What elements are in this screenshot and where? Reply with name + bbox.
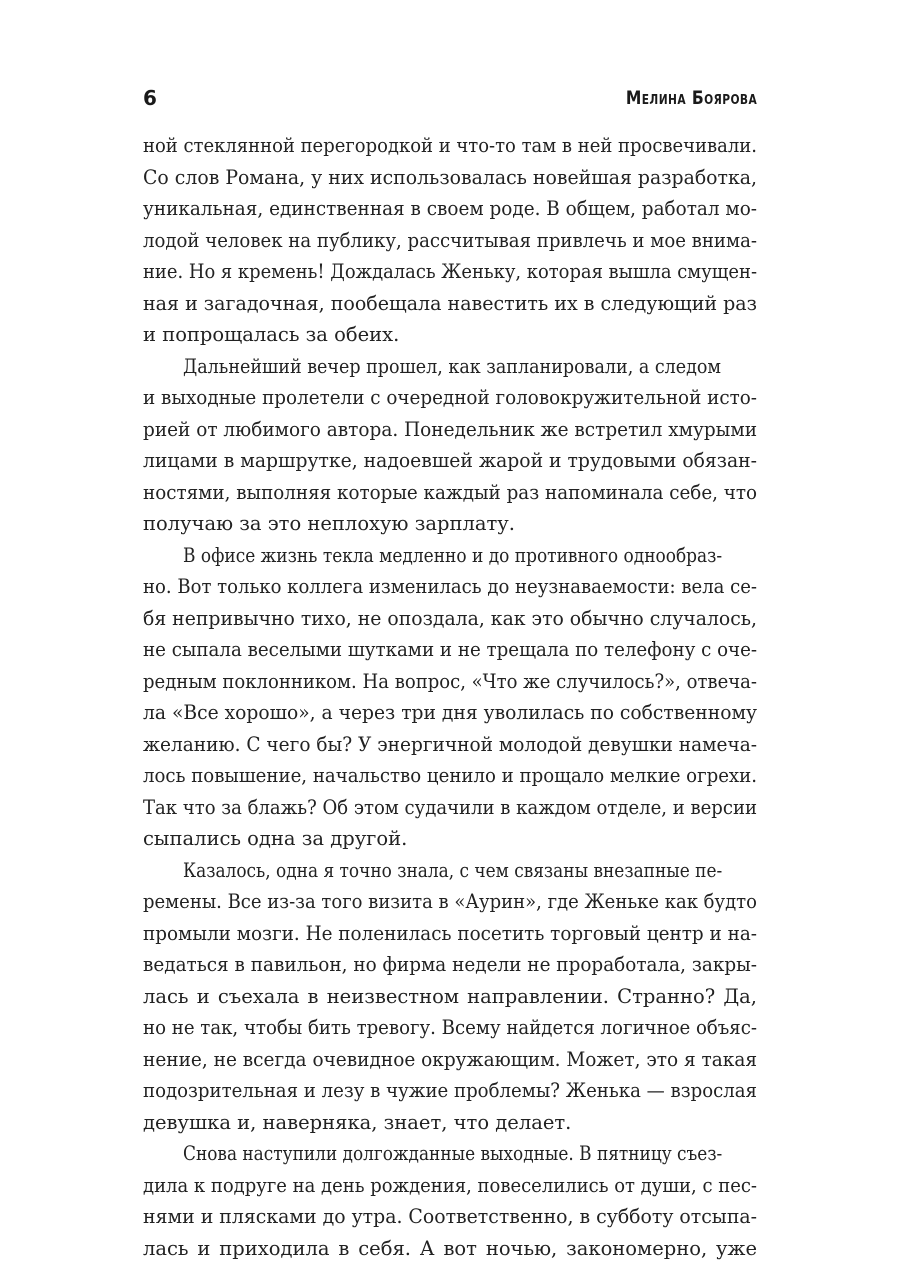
text-line: Со слов Романа, у них использовалась новейшая разработка,: [143, 162, 757, 194]
text-line: ная и загадочная, пообещала навестить их в следующий раз: [143, 288, 757, 320]
text-line: получаю за это неплохую зарплату.: [143, 508, 757, 540]
text-line: но. Вот только коллега изменилась до неузнаваемости: вела се-: [143, 571, 757, 603]
text-line: лодой человек на публику, рассчитывая привлечь и мое внима-: [143, 225, 757, 257]
text-line: ностями, выполняя которые каждый раз напоминала себе, что: [143, 477, 757, 509]
text-line: промыли мозги. Не поленилась посетить торговый центр и на-: [143, 918, 757, 950]
body-text: [143, 130, 757, 1264]
running-head-author: Мелина Боярова: [626, 84, 757, 112]
text-line: ние. Но я кремень! Дождалась Женьку, которая вышла смущен-: [143, 256, 757, 288]
page-number: 6: [143, 84, 157, 112]
text-line: ремены. Все из-за того визита в «Аурин», где Женьке как будто: [143, 886, 757, 918]
text-line: Казалось, одна я точно знала, с чем связаны внезапные пе-: [143, 855, 757, 887]
text-line: и выходные пролетели с очередной головокружительной исто-: [143, 382, 757, 414]
text-line: девушка и, наверняка, знает, что делает.: [143, 1107, 757, 1139]
text-line: и попрощалась за обеих.: [143, 319, 757, 351]
text-line: В офисе жизнь текла медленно и до противного однообраз-: [143, 540, 757, 572]
text-line: ной стеклянной перегородкой и что-то там в ней просвечивали.: [143, 130, 757, 162]
text-line: лицами в маршрутке, надоевшей жарой и трудовыми обязан-: [143, 445, 757, 477]
text-line: желанию. С чего бы? У энергичной молодой девушки намеча-: [143, 729, 757, 761]
text-line: бя непривычно тихо, не опоздала, как это обычно случалось,: [143, 603, 757, 635]
text-line: дила к подруге на день рождения, повеселились от души, с пес-: [143, 1170, 757, 1202]
text-line: ведаться в павильон, но фирма недели не проработала, закры-: [143, 949, 757, 981]
text-line: подозрительная и лезу в чужие проблемы? Женька — взрослая: [143, 1075, 757, 1107]
text-line: Дальнейший вечер прошел, как запланировали, а следом: [143, 351, 757, 383]
text-line: лась и приходила в себя. А вот ночью, закономерно, уже: [143, 1233, 757, 1264]
text-line: уникальная, единственная в своем роде. В общем, работал мо-: [143, 193, 757, 225]
text-line: Так что за блажь? Об этом судачили в каждом отделе, и версии: [143, 792, 757, 824]
text-line: сыпались одна за другой.: [143, 823, 757, 855]
text-line: но не так, чтобы бить тревогу. Всему найдется логичное объяс-: [143, 1012, 757, 1044]
text-line: нение, не всегда очевидное окружающим. Может, это я такая: [143, 1044, 757, 1076]
text-line: лось повышение, начальство ценило и прощало мелкие огрехи.: [143, 760, 757, 792]
text-line: не сыпала веселыми шутками и не трещала по телефону с оче-: [143, 634, 757, 666]
text-line: рией от любимого автора. Понедельник же встретил хмурыми: [143, 414, 757, 446]
text-line: Снова наступили долгожданные выходные. В пятницу съез-: [143, 1138, 757, 1170]
text-line: ла «Все хорошо», а через три дня уволилась по собственному: [143, 697, 757, 729]
text-line: редным поклонником. На вопрос, «Что же случилось?», отвеча-: [143, 666, 757, 698]
text-line: нями и плясками до утра. Соответственно, в субботу отсыпа-: [143, 1201, 757, 1233]
text-line: лась и съехала в неизвестном направлении. Странно? Да,: [143, 981, 757, 1013]
